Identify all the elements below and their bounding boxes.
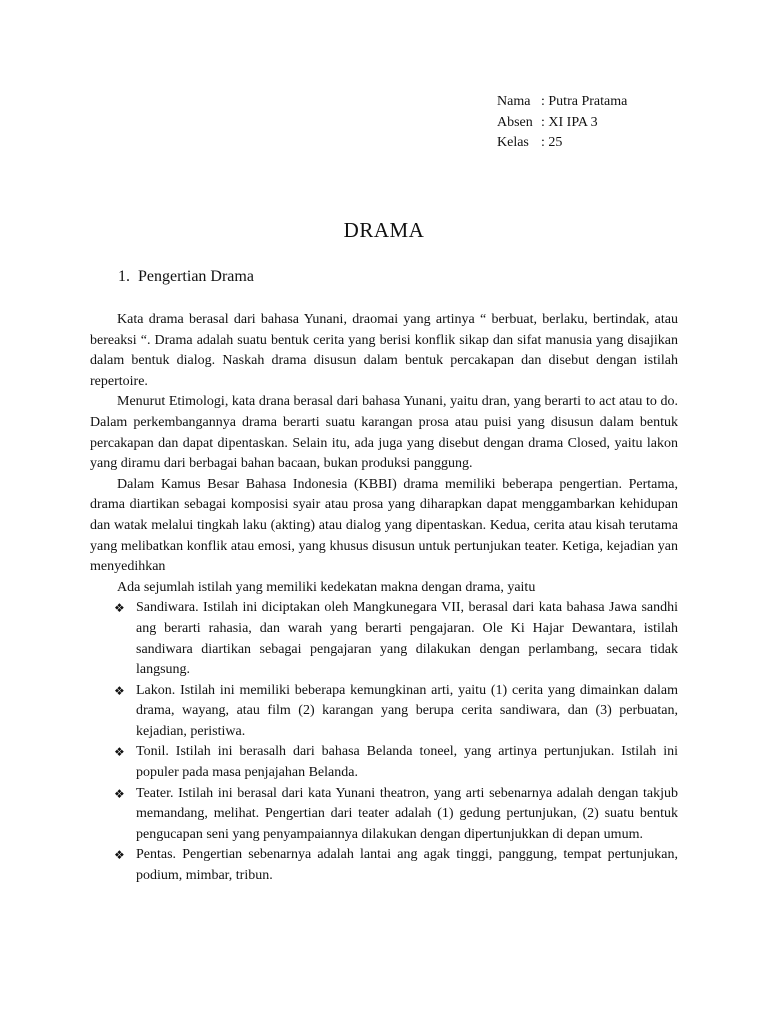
list-item <box>90 742 678 783</box>
diamond-bullet-icon: ❖ <box>114 745 125 760</box>
identity-label: Kelas <box>497 135 529 150</box>
paragraph: Kata drama berasal dari bahasa Yunani, draomai yang artinya “ berbuat, berlaku, bertindak, atau bereaksi “. Drama adalah suatu bentuk cerita yang berisi konflik sikap dan sifat manusia yang disajikan dalam bentuk dialog. Naskah drama disusun dalam bentuk percakapan dan disebut dengan istilah repertoire. <box>90 312 678 389</box>
identity-label: Nama <box>497 94 531 109</box>
list-item-text: Pentas. Pengertian sebenarnya adalah lantai ang agak tinggi, panggung, tempat pertunjukan, podium, mimbar, tribun. <box>136 847 678 884</box>
list-item <box>90 845 678 886</box>
term-list <box>90 598 678 886</box>
list-item-text: Tonil. Istilah ini berasalh dari bahasa Belanda toneel, yang artinya pertunjukan. Istilah ini populer pada masa penjajahan Belanda. <box>136 744 678 781</box>
list-item <box>90 681 678 743</box>
identity-value: : 25 <box>541 135 563 150</box>
list-item-text: Sandiwara. Istilah ini diciptakan oleh Mangkunegara VII, berasal dari kata bahasa Jawa sandhi ang berarti rahasia, dan warah yang berarti pengajaran. Ole Ki Hajar Dewantara, istilah sandiwara diartikan sebagai pengajaran yang dilakukan dengan perlambang, secara tidak langsung. <box>136 600 678 678</box>
section-heading <box>118 266 254 288</box>
student-identity <box>497 92 627 154</box>
identity-value: : Putra Pratama <box>541 94 628 109</box>
document-body <box>90 310 678 887</box>
identity-value: : XI IPA 3 <box>541 114 598 130</box>
diamond-bullet-icon: ❖ <box>114 683 125 698</box>
list-item-text: Teater. Istilah ini berasal dari kata Yunani theatron, yang arti sebenarnya adalah dengan takjub memandang, melihat. Pengertian dari teater adalah (1) gedung pertunjukan, (2) suatu bentuk pengucapan seni yang penyampaiannya dilakukan dengan dipertunjukkan di depan umum. <box>136 785 678 842</box>
document-title: DRAMA <box>343 218 425 242</box>
paragraph: Ada sejumlah istilah yang memiliki kedekatan makna dengan drama, yaitu <box>117 579 536 595</box>
list-item-text: Lakon. Istilah ini memiliki beberapa kemungkinan arti, yaitu (1) cerita yang dimainkan dalam drama, wayang, atau film (2) karangan yang berupa cerita sandiwara, dan (3) perbuatan, kejadian, peristiwa. <box>136 682 678 739</box>
diamond-bullet-icon: ❖ <box>114 601 125 616</box>
identity-row-kelas <box>497 133 627 154</box>
identity-label: Absen <box>497 114 533 130</box>
identity-row-nama <box>497 92 627 113</box>
section-number: 1. <box>118 268 130 285</box>
list-item <box>90 598 678 680</box>
paragraph: Menurut Etimologi, kata drana berasal dari bahasa Yunani, yaitu dran, yang berarti to act atau to do. Dalam perkembangannya drama berarti suatu karangan prosa atau puisi yang disusun dalam bentuk percakapan dan dapat dipentaskan. Selain itu, ada juga yang disebut dengan drama Closed, yaitu lakon yang diramu dari berbagai bahan bacaan, bukan produksi panggung. <box>90 394 678 472</box>
section-title: Pengertian Drama <box>138 268 254 285</box>
paragraph: Dalam Kamus Besar Bahasa Indonesia (KBBI) drama memiliki beberapa pengertian. Pertama, drama diartikan sebagai komposisi syair atau prosa yang diharapkan dapat menggambarkan kehidupan dan watak melalui tingkah laku (akting) atau dialog yang dipentaskan. Kedua, cerita atau kisah terutama yang melibatkan konflik atau emosi, yang khusus disusun untuk pertunjukan teater. Ketiga, kejadian yan menyedihkan <box>90 476 678 575</box>
diamond-bullet-icon: ❖ <box>114 786 125 801</box>
diamond-bullet-icon: ❖ <box>114 848 125 863</box>
list-item <box>90 784 678 846</box>
identity-row-absen <box>497 113 627 134</box>
